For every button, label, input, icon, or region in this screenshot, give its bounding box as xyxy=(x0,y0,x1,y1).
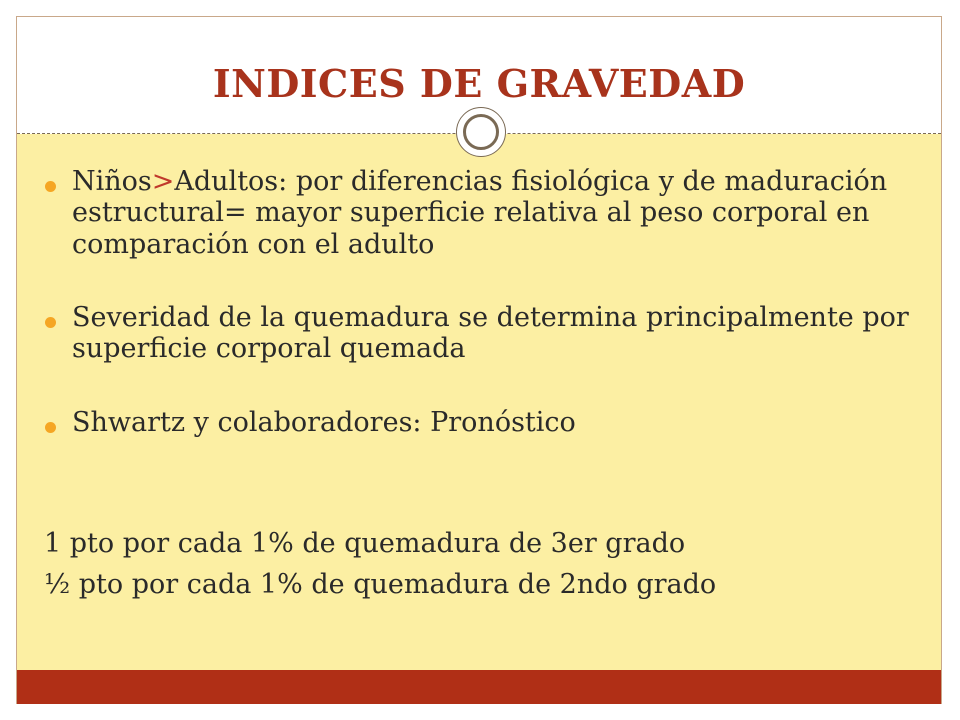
bullet-list xyxy=(44,166,924,438)
divider-circle-inner xyxy=(463,114,499,150)
scoring-lines xyxy=(44,524,924,605)
bullet-item xyxy=(44,302,924,365)
bullet-icon xyxy=(45,422,56,433)
bullet-item xyxy=(44,166,924,260)
scoring-line: 1 pto por cada 1% de quemadura de 3er grado xyxy=(44,528,686,559)
divider-circle-ornament xyxy=(456,107,506,157)
bottom-accent-bar xyxy=(17,670,941,704)
bullet-text-part: Niños xyxy=(72,166,152,197)
bullet-icon xyxy=(45,181,56,192)
scoring-line: ½ pto por cada 1% de quemadura de 2ndo grado xyxy=(44,568,717,600)
bullet-item xyxy=(44,407,924,438)
bullet-text-part: Adultos: por diferencias fisiológica y de maduración estructural= mayor superficie relativa al peso corporal en comparación con el adulto xyxy=(72,166,888,260)
greater-than-symbol: > xyxy=(151,166,175,197)
bullet-text: Severidad de la quemadura se determina principalmente por superficie corporal quemada xyxy=(72,301,909,365)
slide-title: INDICES DE GRAVEDAD xyxy=(212,61,746,106)
bullet-text: Shwartz y colaboradores: Pronóstico xyxy=(72,406,576,438)
bullet-icon xyxy=(45,317,56,328)
